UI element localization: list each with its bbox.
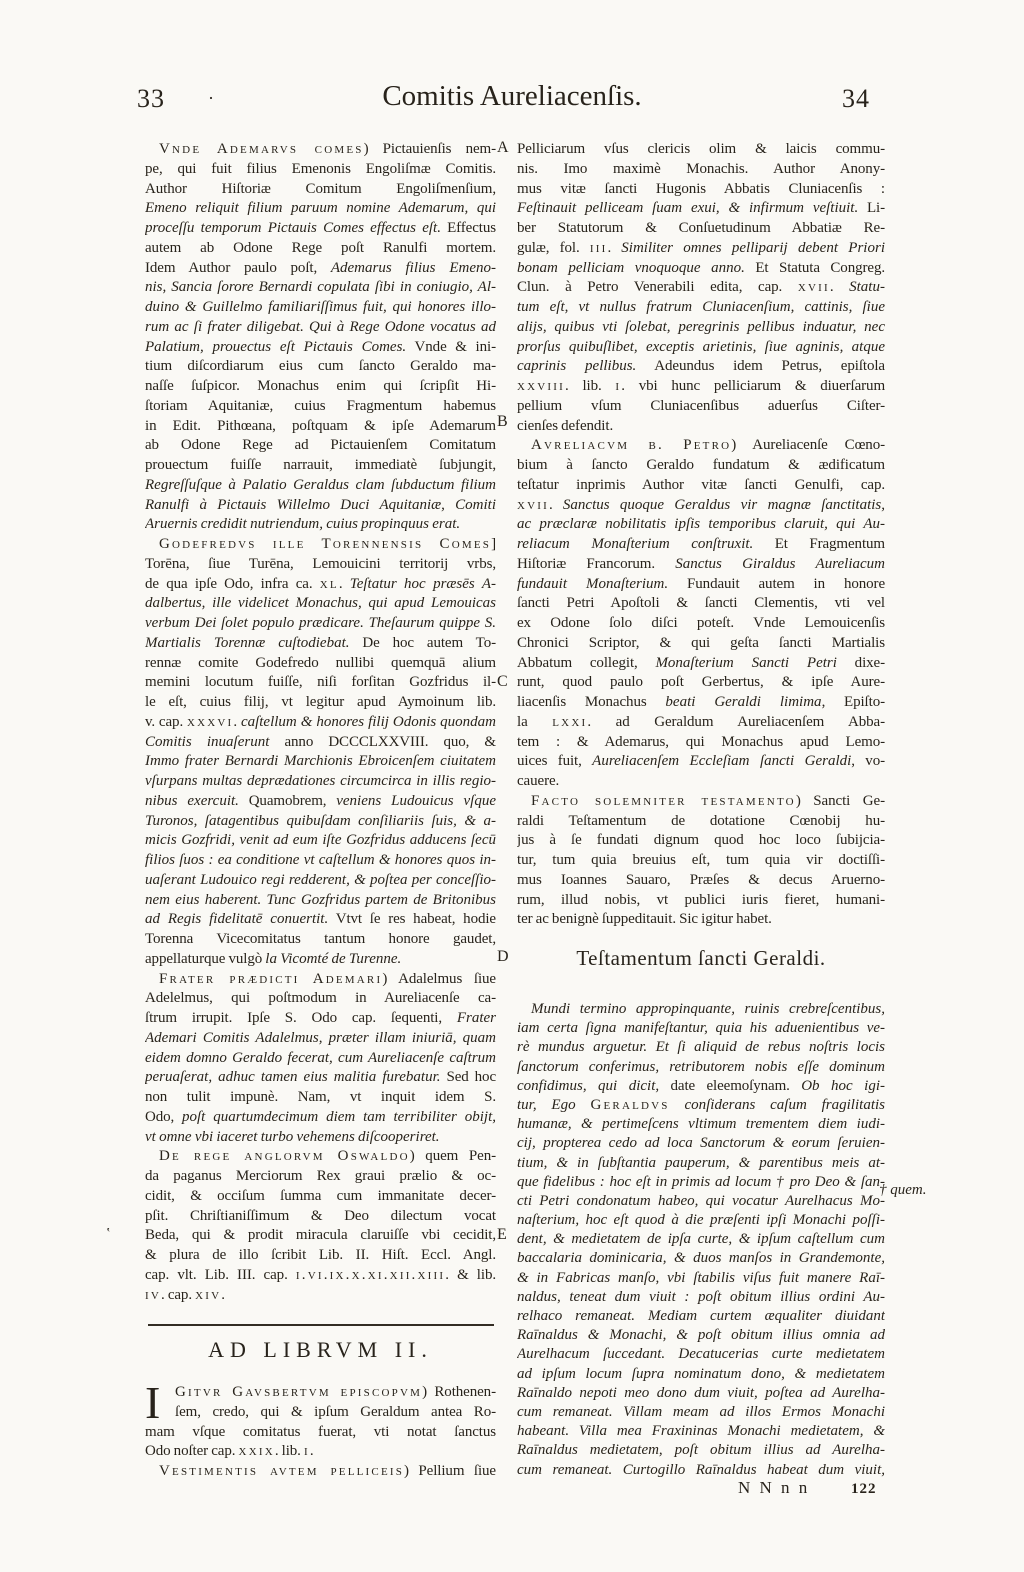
text-line: bonam pelliciam vnoquoque anno. Et Statuta Congreg. [517, 259, 885, 276]
text-line: Ranulfi à Pictauis Willelmo Duci Aquitaniæ, Comiti [145, 496, 496, 513]
text-line: pſit. Chriſtianiſſimum & Deo dilectum vocat [145, 1207, 496, 1224]
text-line: vſurpans multas deprædationes circumcirca in illis regio- [145, 773, 496, 789]
text-line: filios ſuos : ea conditione vt caſtellum & honores quos in- [145, 852, 496, 868]
text-line: cauere. [517, 773, 560, 789]
text-line: liacenſis Monachus beati Geraldi limima, Epiſto- [517, 694, 885, 710]
text-line: ad Regis fidelitatē conuertit. Vtvt ſe res habeat, hodie [145, 911, 496, 928]
text-line: Martialis Torennæ cuſtodiebat. De hoc autem To- [145, 634, 496, 651]
gutter-letter-E: E [497, 1226, 507, 1243]
text-line: iv. cap. xiv. [145, 1286, 225, 1303]
text-line: & in Fabricas manſo, vbi ſtabilis viſus fuit manere Raī- [517, 1269, 885, 1286]
text-line: le eſt, cuius filij, vt legitur apud Aymoinum lib. [145, 694, 496, 710]
text-line: nis, Sancia ſorore Bernardi copulata ſibi in coniugio, Al- [145, 279, 496, 296]
text-line: Immo frater Bernardi Marchionis Ebroicenſem ciuitatem [145, 753, 496, 770]
text-line: cum remaneat. Villam meam ad illos Ermos Monachi [517, 1403, 885, 1420]
text-line: xvii. Sanctus quoque Geraldus vir magnæ ſanctitatis, [517, 496, 885, 513]
text-line: ber Statutorum & Conſuetudinum Abbatiæ Re- [517, 220, 885, 236]
text-line: non tulit impunè. Nam, vt inquit idem S. [145, 1089, 496, 1105]
text-line: confidimus, qui dicit, date eleemoſynam. Ob hoc igi- [517, 1077, 885, 1094]
text-line: alijs, quibus vti ſolebat, peregrinis pellibus induatur, nec [517, 318, 885, 335]
text-line: baccalaria dominicaria, & duos manſos in Grandemonte, [517, 1250, 885, 1267]
text-line: Emeno reliquit filium paruum nomine Ademarum, qui [145, 200, 496, 217]
text-line: Abbatum collegit, Monaſterium Sancti Petri dixe- [517, 654, 885, 671]
text-line: Regreſſuſque à Palatio Geraldus clam ſubductum filium [145, 476, 496, 493]
text-line: in Edit. Pithœana, poſtquam & ipſe Ademarum [145, 417, 496, 434]
text-line: cti Petri condonatum habeo, qui vocatur Aurelhacus Mo- [517, 1192, 885, 1209]
text-line: relhaco remaneat. Mediam curtem æqualiter diuidant [517, 1308, 885, 1324]
text-line: cap. vlt. Lib. III. cap. i.vi.ix.x.xi.xii.xiii. & lib. [145, 1266, 496, 1283]
text-line: cienſes defendit. [517, 417, 614, 434]
text-line: iam certa ſigna manifeſtantur, quia his aduenientibus ve- [517, 1020, 885, 1037]
text-line: ſtoriam Aquitaniæ, cuius Fragmentum habemus [145, 397, 496, 414]
text-line: mus vitæ ſancti Hugonis Abbatis Cluniacenſis : [517, 180, 885, 197]
text-line: Palatium, prouectus eſt Pictauis Comes. Vnde & ini- [145, 338, 496, 355]
text-line: la lxxi. ad Geraldum Aureliacenſem Abba- [517, 713, 885, 730]
text-line: naſterium, hoc eſt quod à die præſenti ipſi Monachi poſſi- [517, 1212, 885, 1229]
text-line: fundauit Monaſterium. Fundauit autem in honore [517, 575, 885, 592]
running-title: Comitis Aureliacenſis. [382, 80, 642, 112]
text-line: caprinis pellibus. Adeundus idem Petrus, epiſtola [517, 358, 885, 375]
gutter-letter-B: B [497, 413, 508, 430]
text-line: da paganus Merciorum Rex graui prælio & oc- [145, 1168, 496, 1184]
text-line: & plura de illo ſcribit Lib. II. Hiſt. Eccl. Angl. [145, 1247, 496, 1263]
text-line: De rege anglorvm Oswaldo) quem Pen- [159, 1148, 496, 1165]
page-number-left: 33 [137, 84, 165, 113]
text-line: nem eius haberent. Tunc Gozfridus partem de Britonibus [145, 891, 496, 908]
text-line: tur, tum quia breuius eſt, tum quia vir doctiſſi- [517, 852, 885, 868]
testament-heading: Teſtamentum ſancti Geraldi. [576, 946, 826, 970]
text-line: pellium vſum Cluniacenſibus aduerſus Ciſter- [517, 397, 885, 414]
text-line: que fidelibus : hoc eſt in primis ad locum † pro Deo & ſan- [517, 1173, 885, 1190]
text-line: ex Odone ſolo diſci poteſt. Vnde Lemouicenſis [517, 615, 885, 631]
text-line: nis. Imo maximè Monachis. Author Anony- [517, 160, 885, 177]
text-line: tur, Ego Geraldvs conſiderans caſum fragilitatis [517, 1096, 885, 1113]
text-line: Aruernis credidit nutriendum, cuius propinquus erat. [145, 516, 461, 533]
text-line: ſanctorum conferimus, retributorem nobis eſſe dominum [517, 1058, 885, 1075]
text-line: cidit, & occiſum ſumma cum immanitate decer- [145, 1187, 496, 1204]
text-line: Godefredvs ille Torennensis Comes] [159, 536, 496, 552]
text-line: xxviii. lib. i. vbi hunc pelliciarum & diuerſarum [517, 378, 885, 394]
text-line: Idem Author paulo poſt, Ademarus filius Emeno- [145, 259, 496, 276]
right-column-text [517, 140, 885, 930]
text-line: teſtatur inprimis Author vitæ ſancti Genulfi, cap. [517, 476, 885, 493]
text-line: v. cap. xxxvi. caſtellum & honores filij Odonis quondam [145, 713, 496, 730]
section-heading: AD LIBRVM II. [208, 1337, 433, 1362]
text-line: rum, illud nobis, vt publici iuris fieret, humani- [517, 891, 885, 908]
text-line: Chronici Scriptor, & qui geſta ſancti Martialis [517, 634, 885, 651]
text-line: dalbertus, ille videlicet Monachus, qui apud Lemouicas [145, 595, 496, 612]
text-line: uaſerant Ludouico regi redderent, & poſtea per conceſſio- [145, 871, 496, 888]
text-line: cij, propterea cedo ad loca Sanctorum & eorum ſeruien- [517, 1135, 885, 1152]
text-line: Gitvr Gavsbertvm episcopvm) Rothenen- [175, 1384, 496, 1400]
text-line: prouectum fuiſſe narrauit, immediatè ſubjungit, [145, 457, 496, 473]
text-line: Turonos, ſatagentibus quibuſdam conſiliariis ſuis, & a- [145, 812, 496, 829]
text-line: Vnde Ademarvs comes) Pictauienſis nem- [159, 141, 496, 157]
text-line: habeant. Villa mea Fraxininas Monachi medietatem, & [517, 1423, 885, 1440]
text-line: naſſe ſuſpicor. Monachus enim qui ſcripſit Hi- [145, 378, 496, 394]
drop-cap-initial: I [145, 1377, 161, 1428]
text-line: ſem, credo, qui & ipſum Geraldum antea Ro- [175, 1403, 496, 1420]
text-line: Raīnaldo nepoti meo dono dum viuit, poſtea ad Aurelha- [517, 1384, 885, 1401]
text-line: Adelelmus, qui poſtmodum in Aureliacenſe ca- [145, 990, 496, 1007]
gutter-letter-A: A [497, 139, 509, 156]
margin-mark: ‛ [106, 1226, 111, 1241]
text-line: Hiſtoriæ Francorum. Sanctus Giraldus Aureliacum [517, 555, 885, 572]
text-line: proceſſu temporum Pictauis Comes effectus eſt. Effectus [145, 220, 496, 236]
text-line: rum ac ſi frater diligebat. Qui à Rege Odone vocatus ad [145, 318, 496, 335]
text-line: tum eſt, vt nullus fratrum Cluniacenſium, cattinis, ſiue [517, 299, 885, 315]
text-line: tium, & in ſubſtantia pauperum, & parentibus meis at- [517, 1154, 885, 1171]
text-line: ſancti Petri Apoſtoli & ſancti Clementis, vti vel [517, 595, 885, 612]
text-line: micis Gozfridi, venit ad eum iſte Gozfridus adducens ſecū [145, 832, 496, 849]
testament-text [517, 1000, 885, 1480]
text-line: nibus exercuit. Quamobrem, veniens Ludouicus vſque [145, 792, 496, 809]
text-line: verbum Dei ſolet populo prædicare. Theſaurum quippe S. [145, 615, 496, 631]
text-line: Vestimentis avtem pelliceis) Pellium ſiue [159, 1463, 496, 1479]
text-line: cum remaneat. Curtogillo Raīnaldus habeat dum viuit, [517, 1461, 885, 1478]
gutter-letter-D: D [497, 948, 509, 965]
signature-mark: N N n n [738, 1478, 808, 1497]
sheet-number: 122 [851, 1481, 877, 1497]
text-line: humanæ, & pertimeſcens vltimum trementem diem iudi- [517, 1116, 885, 1133]
text-line: vt omne vbi iaceret turbo vehemens diſcooperiret. [145, 1128, 440, 1145]
text-line: dent, & medietatem de ipſa curte, & ipſum caſtellum cum [517, 1231, 885, 1248]
text-line: reliacum Monaſterium conſtruxit. Et Fragmentum [517, 536, 885, 552]
text-line: bium à ſancto Geraldo fundatum & ædificatum [517, 457, 885, 473]
text-line: tium diſcordiarum eius cum ſancto Geraldo ma- [145, 358, 496, 375]
text-line: ad ipſum locum ſupra nominatum dono, & medietatem [517, 1365, 885, 1382]
text-line: pe, qui fuit filius Emenonis Engoliſmæ Comitis. [145, 160, 496, 177]
text-line: raldi Teſtamentum de dotatione Cœnobij hu- [517, 812, 885, 829]
margin-note: † quem. [879, 1182, 927, 1198]
text-line: Comitis inuaſerunt anno DCCCLXXVIII. quo, & [145, 733, 496, 750]
text-line: Mundi termino appropinquante, ruinis crebreſcentibus, [531, 1001, 885, 1017]
text-line: Odo noſter cap. xxix. lib. i. [145, 1443, 314, 1460]
text-line: Clun. à Petro Venerabili edita, cap. xvii. Statu- [517, 279, 885, 296]
text-line: ſtrum irrupit. Ipſe S. Odo cap. ſequenti, Frater [145, 1010, 496, 1026]
text-line: Feſtinauit pelliceam ſuam exui, & infirmum veſtiuit. Li- [517, 200, 885, 217]
text-line: tem : & Ademarus, qui Monachus apud Lemo- [517, 733, 885, 750]
text-line: jus à ſe fundati dignum quod hoc loco ſubijcia- [517, 832, 885, 849]
text-line: Beda, qui & prodit miracula claruiſſe vbi cecidit, [145, 1227, 496, 1244]
header-dot: · [208, 88, 214, 108]
page-number-right: 34 [842, 84, 870, 113]
section-divider-rule [148, 1324, 494, 1326]
text-line: rè mundus arguetur. Et ſi aliquid de rebus noſtris locis [517, 1039, 885, 1056]
text-line: Ademari Comitis Adalelmus, præter illam iniuriā, quam [145, 1029, 496, 1046]
text-line: mam vſque comitatus fuerat, vti notat ſanctus [145, 1423, 496, 1440]
text-line: Facto solemniter testamento) Sancti Ge- [531, 792, 885, 809]
text-line: appellaturque vulgò la Vicomté de Turenne. [145, 950, 402, 967]
text-line: Raīnaldus medietatem, poſt obitum illius ad Aurelha- [517, 1442, 885, 1459]
text-line: gulæ, fol. iii. Similiter omnes pelliparij debent Priori [517, 239, 885, 256]
gutter-letter-C: C [497, 673, 508, 690]
text-line: Odo, poſt quartumdecimum diem tam terribiliter obijt, [145, 1108, 496, 1125]
text-line: ter ac benignè ſuppeditauit. Sic igitur habet. [517, 911, 772, 928]
text-line: prorſus quibuſlibet, exceptis arietinis, ſiue agninis, atque [517, 338, 885, 355]
text-line: Torenna Vicecomitatus tantum honore gaudet, [145, 931, 496, 947]
text-line: Aurelhacum ſuccedant. Decatucerias curte medietatem [517, 1346, 885, 1363]
text-line: runt, quod paulo poſt Gerbertus, & ipſe Aure- [517, 674, 885, 691]
text-line: Torēna, ſiue Turēna, Lemouicini territorij vrbs, [145, 555, 496, 572]
text-line: Raīnaldus & Monachi, & poſt obitum illius omnia ad [517, 1327, 885, 1344]
text-line: ab Odone Rege ad Pictauienſem Comitatum [145, 437, 496, 454]
text-line: ac præclaræ nobilitatis ipſis temporibus claruit, qui Au- [517, 516, 885, 533]
text-line: duino & Guillelmo familiariſſimus fuit, qui honores illo- [145, 299, 496, 315]
left-column-continuation [145, 1377, 496, 1482]
left-column-text [145, 140, 496, 1305]
text-line: uices fuit, Aureliacenſem Eccleſiam ſancti Geraldi, vo- [517, 753, 885, 770]
text-line: Pelliciarum vſus clericis olim & laicis commu- [517, 141, 885, 157]
text-line: naldus, teneat dum viuit : poſt obitum illius ordini Au- [517, 1288, 885, 1305]
text-line: rennæ comite Godefredo nullibi quemquā alium [145, 654, 496, 671]
text-line: Author Hiſtoriæ Comitum Engoliſmenſium, [145, 180, 496, 197]
text-line: de qua ipſe Odo, infra ca. xl. Teſtatur hoc præsēs A- [145, 575, 496, 592]
text-line: Avreliacvm b. Petro) Aureliacenſe Cœno- [531, 437, 885, 454]
text-line: eidem domno Geraldo fecerat, cum Aureliacenſe caſtrum [145, 1049, 496, 1066]
text-line: memini locutum fuiſſe, niſi forſitan Gozfridus il- [145, 674, 496, 691]
text-line: mus Ioannes Sauaro, Præſes & decus Aruerno- [517, 871, 885, 888]
text-line: autem ab Odone Rege poſt Ranulfi mortem. [145, 239, 496, 256]
text-line: peruaſerat, adhuc tamen eius malitia furebatur. Sed hoc [145, 1069, 496, 1086]
text-line: Frater prædicti Ademari) Adalelmus ſiue [159, 970, 496, 987]
